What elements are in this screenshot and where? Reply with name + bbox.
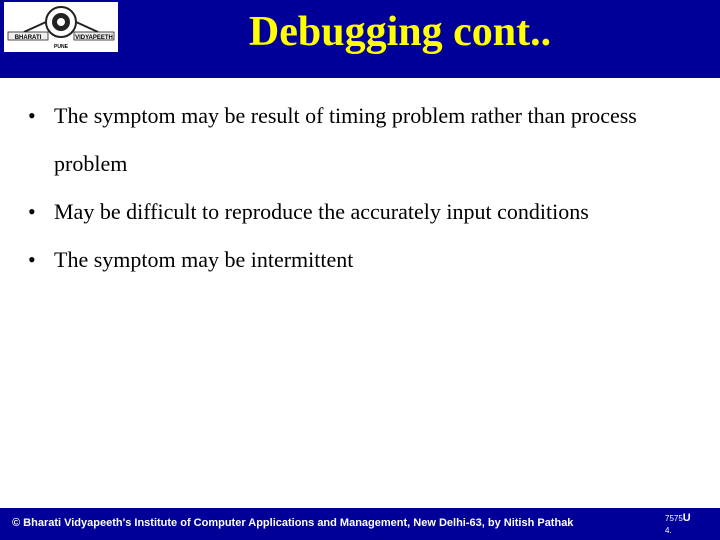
- bullet-icon: •: [28, 199, 36, 224]
- bullet-text: The symptom may be result of timing problem rather than process problem: [54, 103, 637, 176]
- bullet-icon: •: [28, 247, 36, 272]
- bullet-item: [28, 236, 708, 284]
- bullet-list: [28, 92, 708, 284]
- bullet-item: [28, 188, 708, 236]
- logo-text-left: BHARATI: [14, 35, 42, 41]
- bullet-text: The symptom may be intermittent: [54, 247, 354, 272]
- bullet-item: [28, 92, 708, 188]
- logo-text-right: VIDYAPEETH: [75, 35, 113, 41]
- slide-number-b: U: [682, 512, 691, 524]
- footer-copyright: © Bharati Vidyapeeth's Institute of Computer Applications and Management, New Delhi-63, by Nitish Pathak: [12, 517, 574, 529]
- institution-logo: [4, 2, 118, 52]
- logo-emblem-icon: [4, 2, 118, 52]
- bullet-icon: •: [28, 103, 36, 128]
- footer-bar: [0, 508, 720, 540]
- header-bar: [0, 0, 720, 78]
- slide-number-c: 4.: [665, 526, 672, 535]
- logo-text-bottom: PUNE: [54, 44, 68, 50]
- slide-title: Debugging cont..: [248, 9, 552, 55]
- slide-number: [665, 512, 691, 537]
- slide-number-a: 7575: [665, 514, 683, 523]
- bullet-text: May be difficult to reproduce the accurately input conditions: [54, 199, 589, 224]
